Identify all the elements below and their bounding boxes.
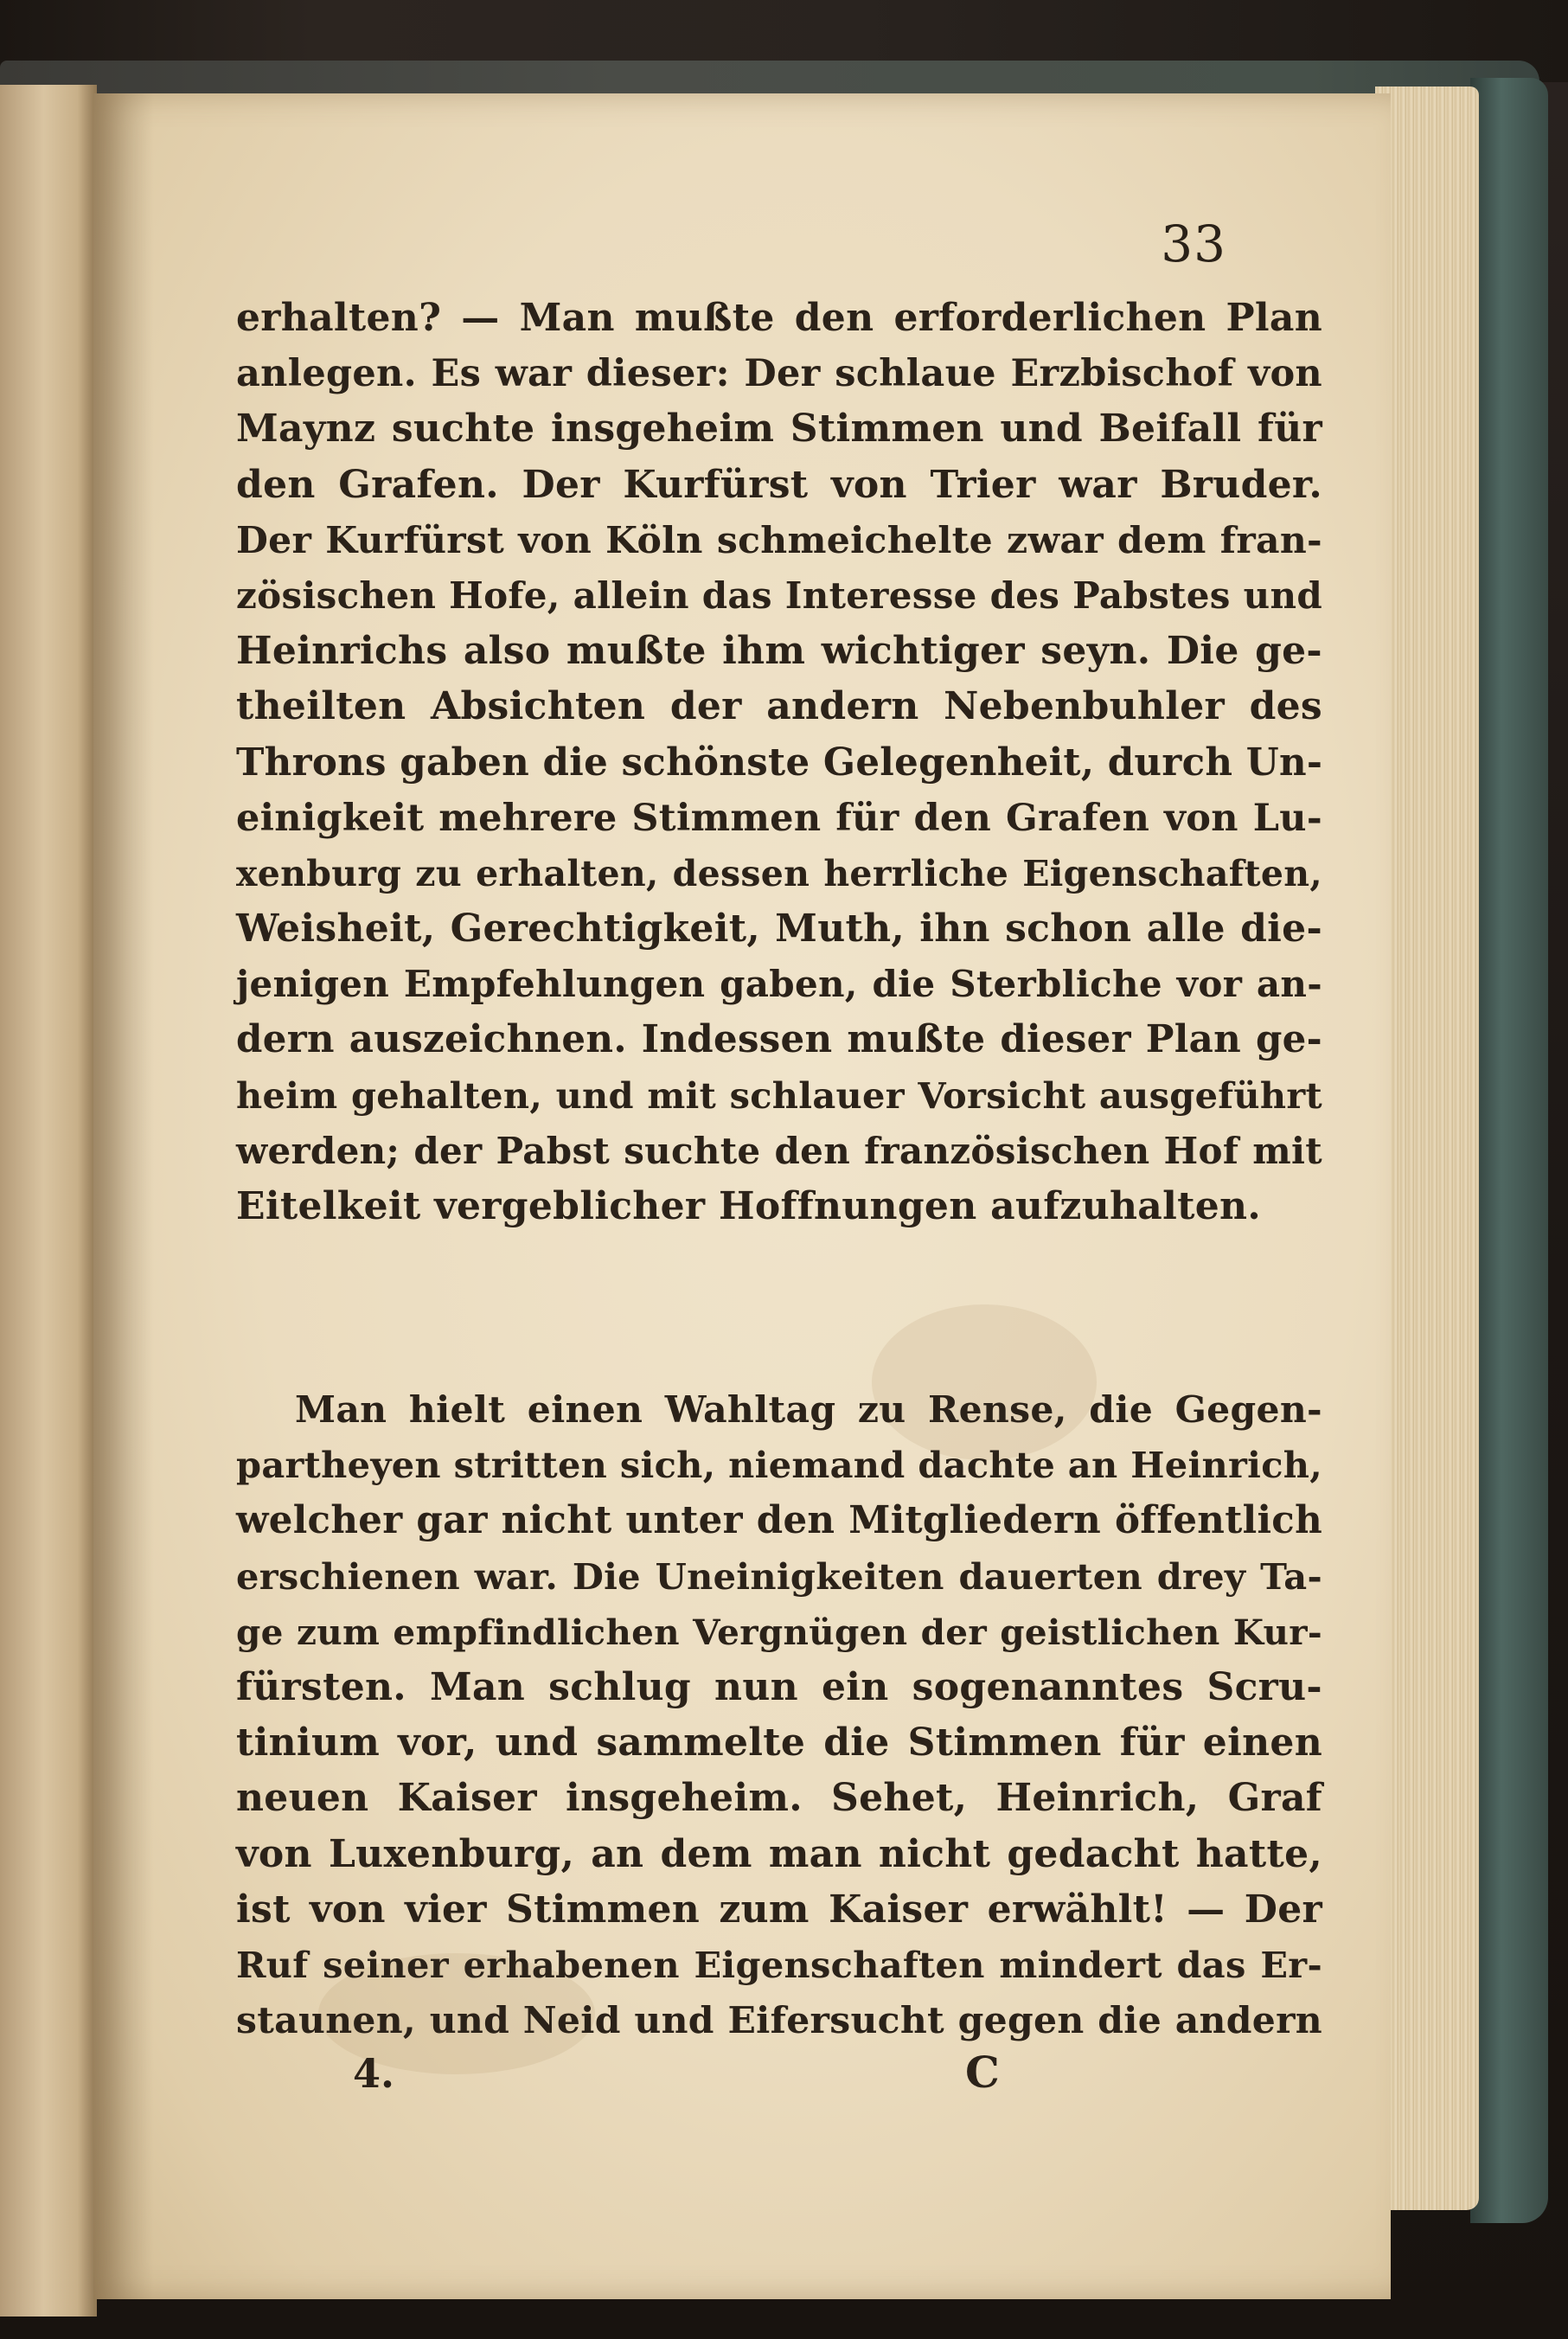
paragraph-1 [236, 291, 1322, 1234]
text-line: staunen, und Neid und Eifersucht gegen die andern [236, 1999, 1322, 2043]
text-line: Throns gaben die schönste Gelegenheit, durch Un- [236, 740, 1323, 785]
text-line: Der Kurfürst von Köln schmeichelte zwar dem fran- [236, 518, 1322, 562]
paragraph-2 [236, 1382, 1322, 2048]
page-number: 33 [1161, 215, 1226, 273]
text-line: einigkeit mehrere Stimmen für den Grafen von Lu- [236, 796, 1322, 840]
text-line: ist von vier Stimmen zum Kaiser erwählt! — Der [236, 1887, 1322, 1932]
text-line: xenburg zu erhalten, dessen herrliche Eigenschaften, [236, 852, 1322, 894]
text-line: partheyen stritten sich, niemand dachte an Heinrich, [236, 1444, 1322, 1487]
text-line: fürsten. Man schlug nun ein sogenanntes Scru- [236, 1664, 1322, 1709]
text-line: Maynz suchte insgeheim Stimmen und Beifall für [236, 407, 1322, 452]
text-line: welcher gar nicht unter den Mitgliedern öffentlich [236, 1498, 1322, 1543]
text-line: erhalten? — Man mußte den erforderlichen Plan [236, 296, 1322, 340]
text-line: Weisheit, Gerechtigkeit, Muth, ihn schon alle die- [236, 907, 1322, 952]
catchword: C [965, 2047, 1000, 2098]
text-line: erschienen war. Die Uneinigkeiten dauerten drey Ta- [236, 1554, 1322, 1598]
page-edges-stack [1375, 87, 1479, 2210]
book-page [93, 93, 1391, 2299]
text-line: anlegen. Es war dieser: Der schlaue Erzbischof von [236, 352, 1322, 396]
gutter-shadow [93, 93, 154, 2299]
left-page-edge [0, 85, 97, 2317]
text-line: Heinrichs also mußte ihm wichtiger seyn. Die ge- [236, 629, 1322, 674]
text-line: zösischen Hofe, allein das Interesse des Pabstes und [236, 574, 1322, 617]
text-line: neuen Kaiser insgeheim. Sehet, Heinrich, Graf [236, 1776, 1322, 1821]
text-line: ge zum empfindlichen Vergnügen der geistlichen Kur- [236, 1611, 1322, 1653]
signature-mark: 4. [353, 2050, 395, 2097]
cover-edge-right [1470, 78, 1548, 2223]
text-line: Eitelkeit vergeblicher Hoffnungen aufzuhalten. [236, 1184, 1261, 1228]
text-line: Ruf seiner erhabenen Eigenschaften mindert das Er- [236, 1943, 1322, 1986]
text-line: werden; der Pabst suchte den französischen Hof mit [236, 1129, 1322, 1172]
text-line: den Grafen. Der Kurfürst von Trier war Bruder. [236, 462, 1322, 507]
text-line: jenigen Empfehlungen gaben, die Sterbliche vor an- [236, 963, 1322, 1006]
text-line: heim gehalten, und mit schlauer Vorsicht ausgeführt [236, 1073, 1322, 1117]
text-line: tinium vor, und sammelte die Stimmen für einen [236, 1721, 1322, 1765]
text-line: von Luxenburg, an dem man nicht gedacht hatte, [236, 1831, 1322, 1876]
text-line: dern auszeichnen. Indessen mußte dieser Plan ge- [236, 1017, 1322, 1062]
text-line: Man hielt einen Wahltag zu Rense, die Gegen- [295, 1388, 1322, 1432]
text-line: theilten Absichten der andern Nebenbuhler des [236, 684, 1322, 729]
